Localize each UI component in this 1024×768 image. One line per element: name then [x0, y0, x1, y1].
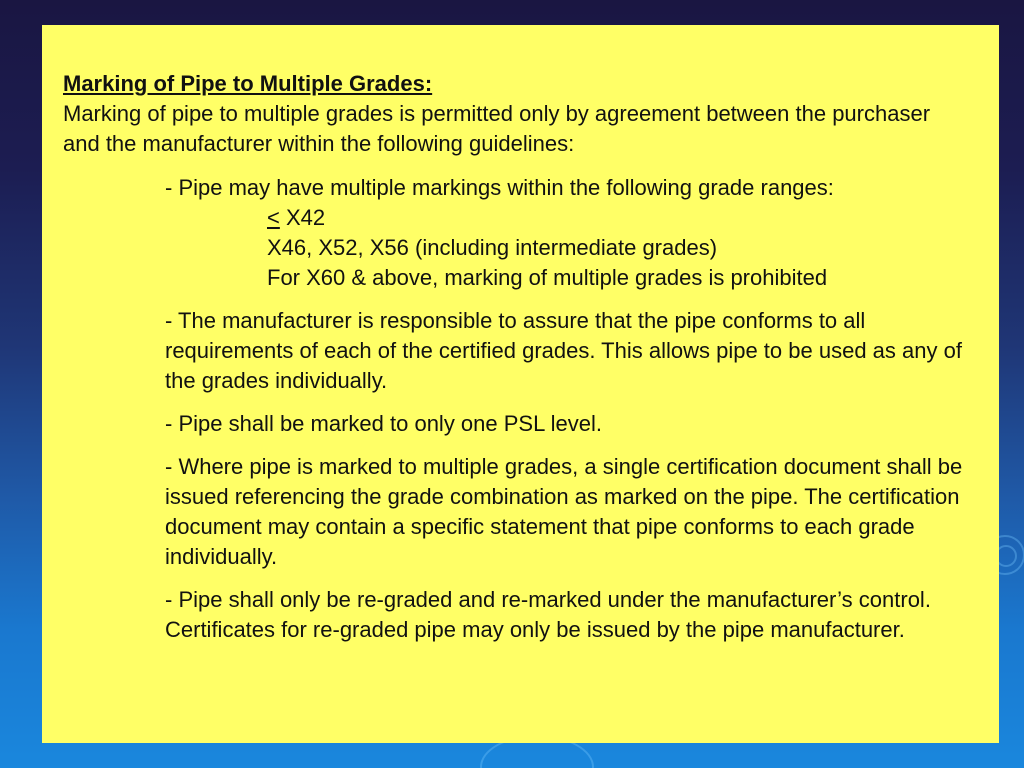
- grade-range-text: X42: [279, 205, 326, 230]
- grade-range-item: [267, 203, 969, 233]
- bullet-regrading: - Pipe shall only be re-graded and re-marked under the manufacturer’s control. Certificates for re-graded pipe may only be issued by the pipe manufacturer.: [165, 587, 931, 642]
- grade-range-item: X46, X52, X56 (including intermediate grades): [267, 235, 718, 260]
- bullet-grade-ranges: [165, 173, 969, 293]
- bullet-text: - Pipe may have multiple markings within the following grade ranges:: [165, 175, 834, 200]
- intro-paragraph: Marking of pipe to multiple grades is permitted only by agreement between the purchaser and the manufacturer within the following guidelines:: [63, 101, 931, 156]
- bullet-manufacturer-responsibility: - The manufacturer is responsible to assure that the pipe conforms to all requirements of each of the certified grades. This allows pipe to be used as any of the grades individually.: [165, 308, 962, 393]
- grade-range-item: For X60 & above, marking of multiple grades is prohibited: [267, 265, 828, 290]
- slide-heading: Marking of Pipe to Multiple Grades:: [63, 71, 433, 96]
- bullet-psl-level: - Pipe shall be marked to only one PSL level.: [165, 411, 602, 436]
- less-than-symbol: <: [267, 205, 280, 230]
- slide-panel: [42, 25, 999, 743]
- bullet-certification-document: - Where pipe is marked to multiple grades, a single certification document shall be issued referencing the grade combination as marked on the pipe. The certification document may contain a specific statement that pipe conforms to each grade individually.: [165, 454, 963, 569]
